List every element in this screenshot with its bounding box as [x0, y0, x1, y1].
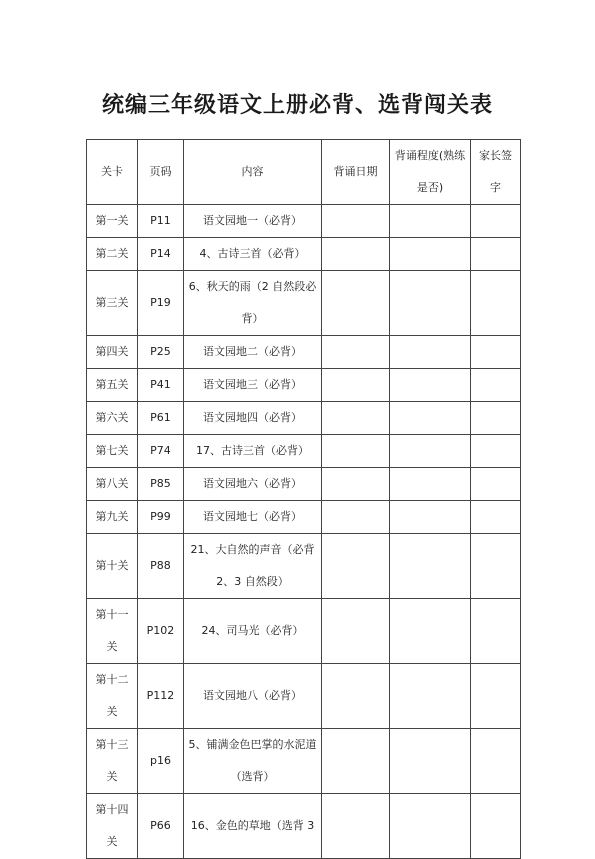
content-text: 21、大自然的声音（必背 2、3 自然段） — [190, 543, 315, 588]
page-cell: P112 — [138, 664, 184, 729]
proficiency-cell[interactable] — [390, 238, 471, 271]
content-text: 语文园地七（必背） — [203, 510, 302, 523]
proficiency-cell[interactable] — [390, 664, 471, 729]
content-cell — [184, 369, 322, 402]
page-cell: p16 — [138, 729, 184, 794]
content-cell — [184, 435, 322, 468]
parent-signature-cell[interactable] — [471, 534, 521, 599]
recite-date-cell[interactable] — [322, 599, 390, 664]
table-row — [87, 534, 521, 599]
recite-date-cell[interactable] — [322, 435, 390, 468]
page-cell: P11 — [138, 205, 184, 238]
table-row — [87, 205, 521, 238]
recite-date-cell[interactable] — [322, 336, 390, 369]
header-level: 关卡 — [87, 140, 138, 205]
content-text: 17、古诗三首（必背） — [196, 444, 309, 457]
parent-signature-cell[interactable] — [471, 402, 521, 435]
level-cell: 第四关 — [87, 336, 138, 369]
content-cell — [184, 205, 322, 238]
parent-signature-cell[interactable] — [471, 435, 521, 468]
proficiency-cell[interactable] — [390, 534, 471, 599]
recite-date-cell[interactable] — [322, 794, 390, 859]
parent-signature-cell[interactable] — [471, 664, 521, 729]
level-cell: 第九关 — [87, 501, 138, 534]
proficiency-cell[interactable] — [390, 501, 471, 534]
content-cell — [184, 238, 322, 271]
table-row — [87, 336, 521, 369]
table-row — [87, 729, 521, 794]
header-proficiency: 背诵程度(熟练是否) — [390, 140, 471, 205]
level-cell: 第五关 — [87, 369, 138, 402]
proficiency-cell[interactable] — [390, 794, 471, 859]
content-cell — [184, 336, 322, 369]
parent-signature-cell[interactable] — [471, 599, 521, 664]
level-cell: 第八关 — [87, 468, 138, 501]
table-row — [87, 664, 521, 729]
content-text: 语文园地三（必背） — [203, 378, 302, 391]
recite-date-cell[interactable] — [322, 402, 390, 435]
content-cell — [184, 729, 322, 794]
page-cell: P14 — [138, 238, 184, 271]
table-row — [87, 238, 521, 271]
content-text: 5、铺满金色巴掌的水泥道（选背） — [188, 738, 317, 783]
header-recite-date: 背诵日期 — [322, 140, 390, 205]
content-text: 语文园地二（必背） — [203, 345, 302, 358]
proficiency-cell[interactable] — [390, 402, 471, 435]
header-parent-signature: 家长签字 — [471, 140, 521, 205]
page-cell: P41 — [138, 369, 184, 402]
content-cell — [184, 534, 322, 599]
page-cell: P74 — [138, 435, 184, 468]
recite-date-cell[interactable] — [322, 205, 390, 238]
page-cell: P102 — [138, 599, 184, 664]
table-row — [87, 402, 521, 435]
parent-signature-cell[interactable] — [471, 336, 521, 369]
parent-signature-cell[interactable] — [471, 205, 521, 238]
content-cell — [184, 402, 322, 435]
recite-date-cell[interactable] — [322, 501, 390, 534]
parent-signature-cell[interactable] — [471, 501, 521, 534]
parent-signature-cell[interactable] — [471, 729, 521, 794]
content-cell — [184, 664, 322, 729]
content-text: 24、司马光（必背） — [201, 624, 304, 637]
recite-date-cell[interactable] — [322, 729, 390, 794]
level-cell: 第十关 — [87, 534, 138, 599]
level-cell: 第十一关 — [87, 599, 138, 664]
level-cell: 第三关 — [87, 271, 138, 336]
proficiency-cell[interactable] — [390, 599, 471, 664]
parent-signature-cell[interactable] — [471, 238, 521, 271]
table-row — [87, 468, 521, 501]
page-cell: P66 — [138, 794, 184, 859]
proficiency-cell[interactable] — [390, 336, 471, 369]
table-row — [87, 369, 521, 402]
table-row — [87, 794, 521, 859]
recite-date-cell[interactable] — [322, 468, 390, 501]
proficiency-cell[interactable] — [390, 271, 471, 336]
parent-signature-cell[interactable] — [471, 794, 521, 859]
content-cell — [184, 501, 322, 534]
content-text: 6、秋天的雨（2 自然段必背） — [188, 280, 317, 325]
recite-date-cell[interactable] — [322, 534, 390, 599]
table-row — [87, 501, 521, 534]
level-cell: 第十四关 — [87, 794, 138, 859]
table-row — [87, 599, 521, 664]
page-cell: P88 — [138, 534, 184, 599]
content-text: 语文园地六（必背） — [203, 477, 302, 490]
checklist-table — [86, 139, 521, 859]
header-content: 内容 — [184, 140, 322, 205]
content-text: 语文园地四（必背） — [203, 411, 302, 424]
table-row — [87, 271, 521, 336]
page-cell: P85 — [138, 468, 184, 501]
page-cell: P25 — [138, 336, 184, 369]
content-cell — [184, 271, 322, 336]
proficiency-cell[interactable] — [390, 468, 471, 501]
level-cell: 第一关 — [87, 205, 138, 238]
proficiency-cell[interactable] — [390, 729, 471, 794]
page-cell: P19 — [138, 271, 184, 336]
level-cell: 第十三关 — [87, 729, 138, 794]
header-page: 页码 — [138, 140, 184, 205]
table-body — [87, 205, 521, 859]
recite-date-cell[interactable] — [322, 369, 390, 402]
proficiency-cell[interactable] — [390, 369, 471, 402]
recite-date-cell[interactable] — [322, 664, 390, 729]
level-cell: 第六关 — [87, 402, 138, 435]
page-title: 统编三年级语文上册必背、选背闯关表 — [101, 92, 493, 118]
table-header-row — [87, 140, 521, 205]
recite-date-cell[interactable] — [322, 271, 390, 336]
level-cell: 第七关 — [87, 435, 138, 468]
content-cell — [184, 794, 322, 859]
recite-date-cell[interactable] — [322, 238, 390, 271]
page-cell: P61 — [138, 402, 184, 435]
table-row — [87, 435, 521, 468]
content-cell — [184, 468, 322, 501]
page-cell: P99 — [138, 501, 184, 534]
content-text: 语文园地一（必背） — [203, 214, 302, 227]
content-cell — [184, 599, 322, 664]
parent-signature-cell[interactable] — [471, 468, 521, 501]
parent-signature-cell[interactable] — [471, 369, 521, 402]
parent-signature-cell[interactable] — [471, 271, 521, 336]
level-cell: 第十二关 — [87, 664, 138, 729]
proficiency-cell[interactable] — [390, 435, 471, 468]
content-text: 4、古诗三首（必背） — [199, 247, 306, 260]
content-text: 16、金色的草地（选背 3 — [190, 819, 315, 832]
proficiency-cell[interactable] — [390, 205, 471, 238]
content-text: 语文园地八（必背） — [203, 689, 302, 702]
level-cell: 第二关 — [87, 238, 138, 271]
